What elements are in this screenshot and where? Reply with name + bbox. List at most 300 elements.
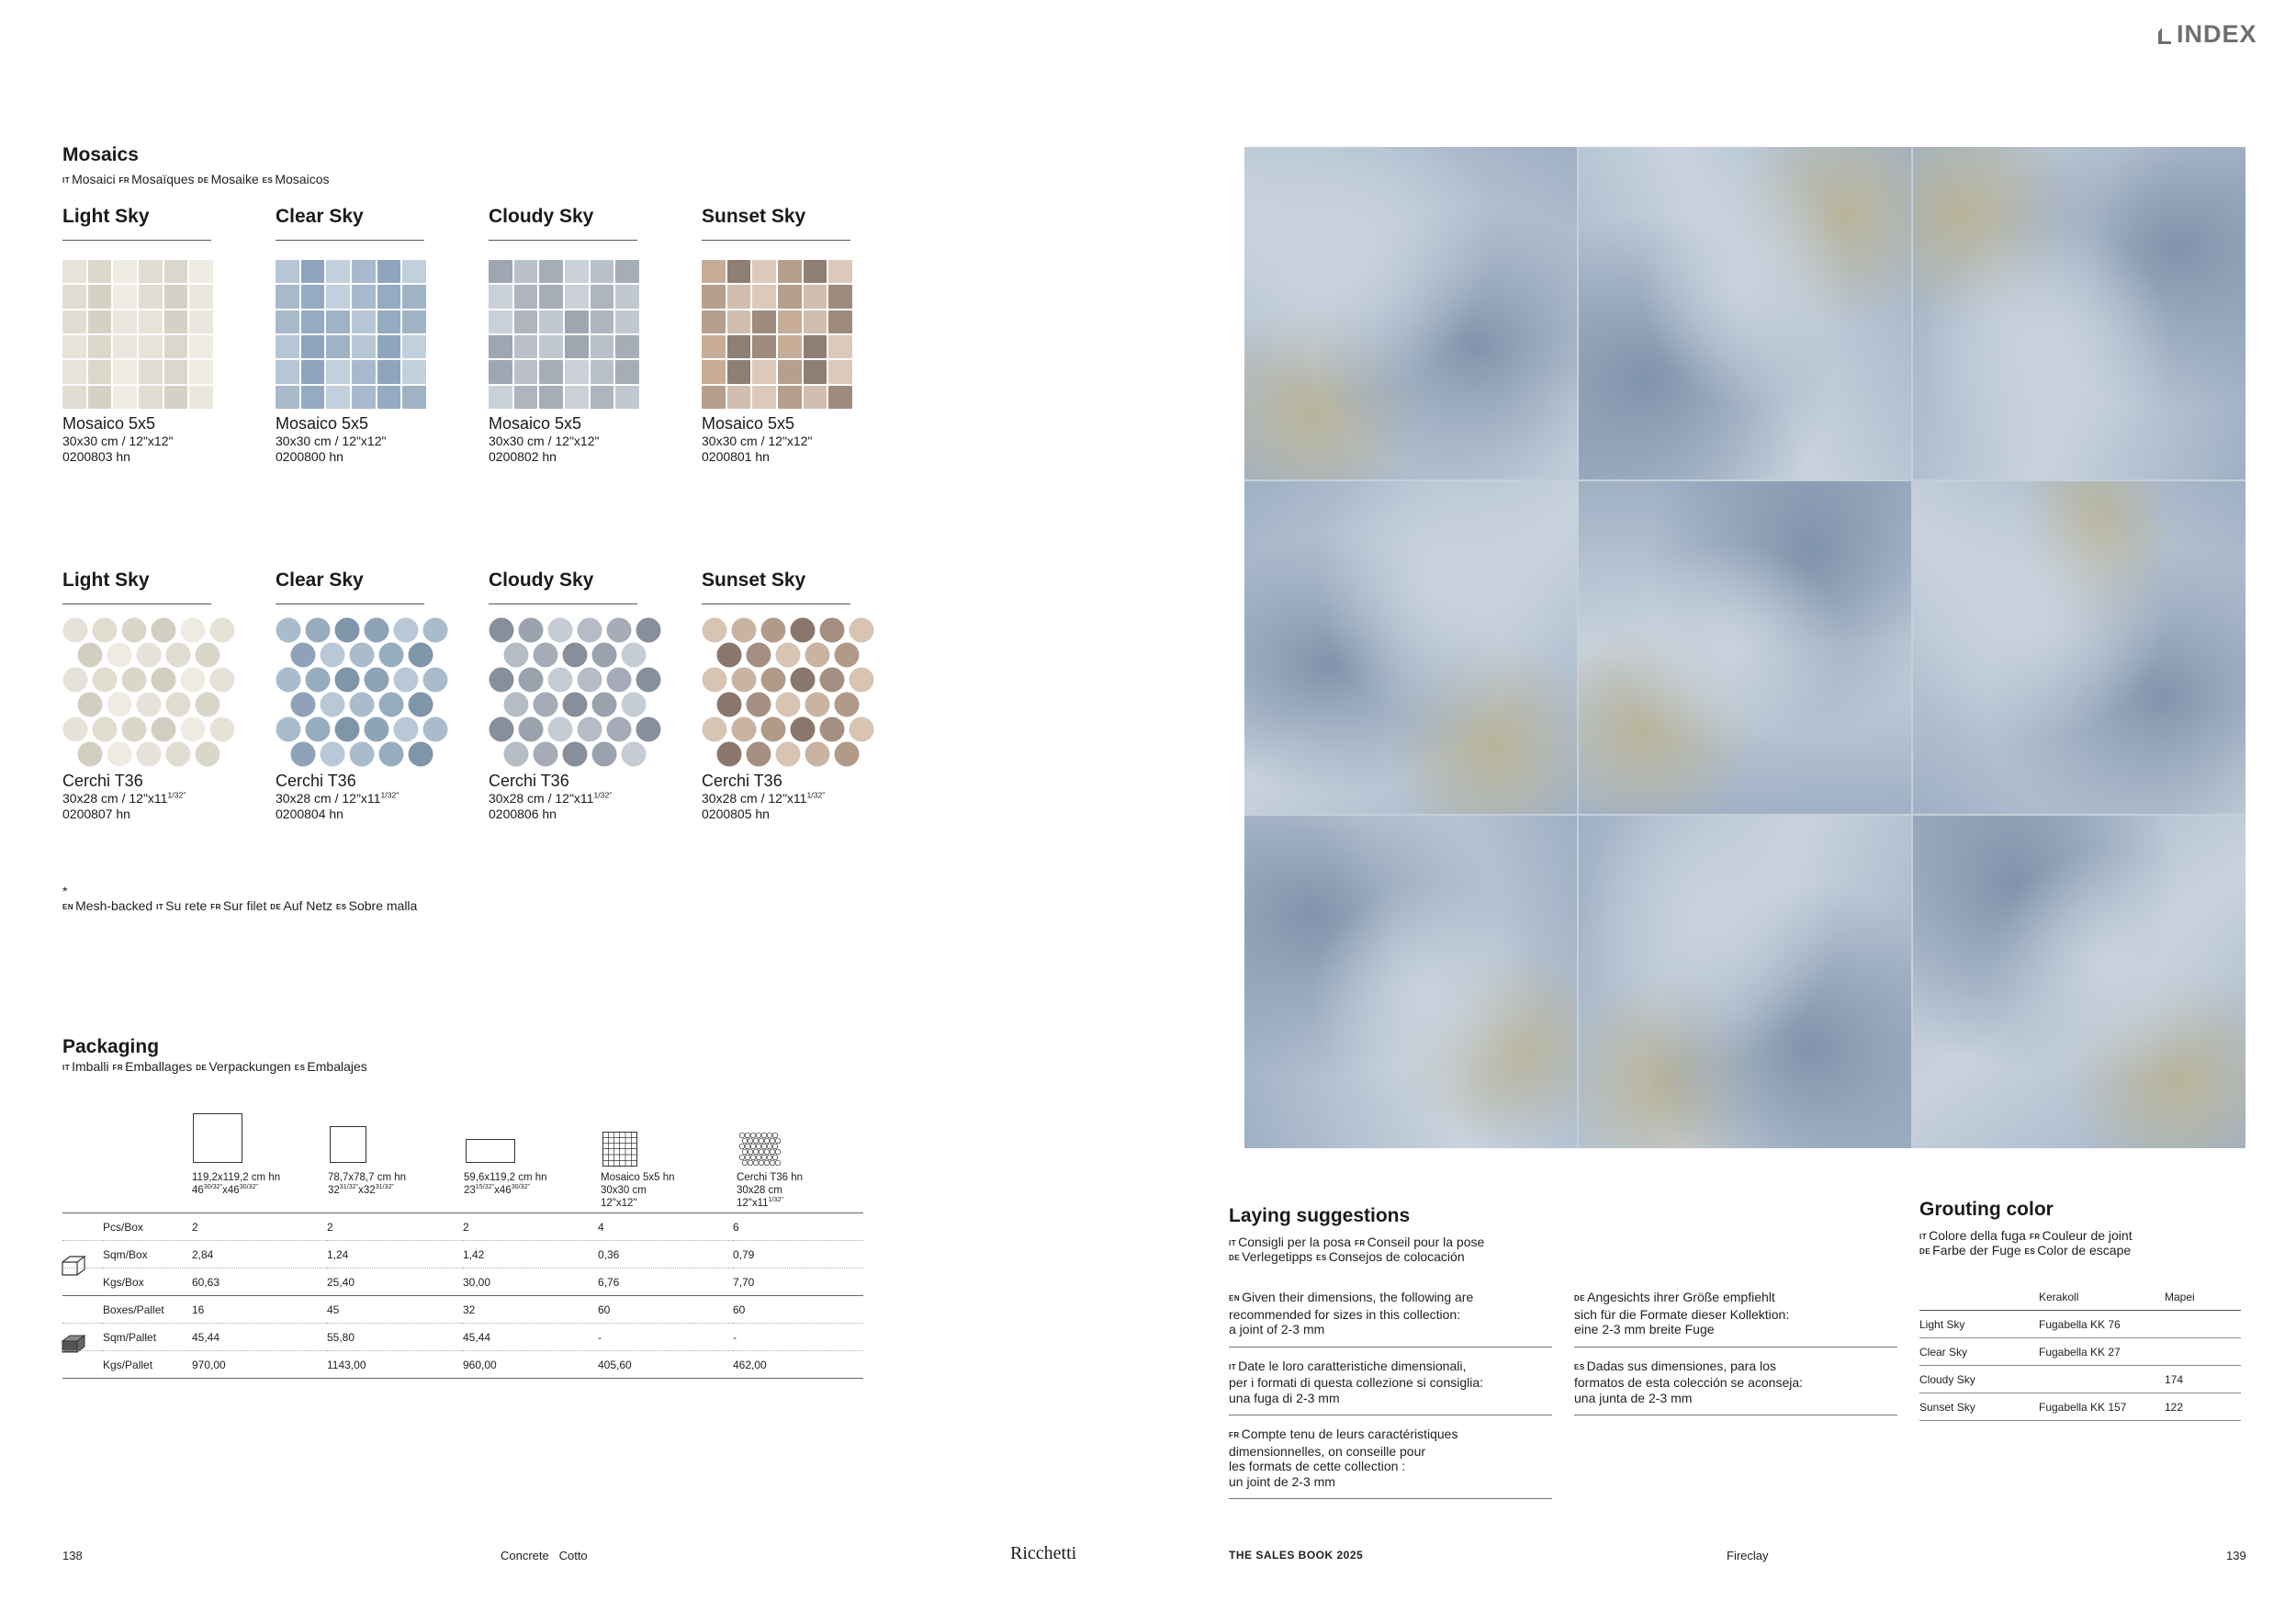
mosaic-chip (514, 285, 538, 308)
cerchi-icon-circle (750, 1155, 756, 1160)
laying-text: recommended for sizes in this collection: (1229, 1306, 1461, 1322)
mosaic-circle (210, 717, 235, 742)
mosaic-format-name: Mosaico 5x5 (276, 414, 369, 433)
mosaic-circle (622, 643, 647, 668)
row-value: 2 (463, 1213, 598, 1241)
round-mosaic-swatch (702, 617, 882, 768)
laying-block (1229, 1290, 1552, 1348)
tile-slab (1579, 147, 1911, 479)
row-value: 0,79 (733, 1241, 863, 1269)
mosaic-chip (326, 260, 350, 283)
cerchi-icon-circle (750, 1144, 756, 1149)
mosaic-chip (591, 310, 614, 333)
format-extra-main: 12"x12" (601, 1198, 637, 1209)
mosaic-chip (326, 335, 350, 358)
brand-logo: Ricchetti (1010, 1543, 1077, 1563)
mosaic-circle (210, 668, 235, 693)
tile-slab (1913, 147, 2245, 479)
mosaic-chip (752, 360, 776, 383)
format-inch-frac-a: 15/32" (475, 1183, 495, 1191)
mosaic-chip (539, 386, 563, 409)
mosaic-circle (78, 643, 103, 668)
column-header: Mapei (2165, 1283, 2241, 1311)
cerchi-icon-circle (764, 1149, 770, 1155)
mosaic-circle (196, 742, 220, 767)
mosaic-size (276, 791, 456, 806)
round-mosaic-card (62, 570, 242, 822)
row-label: Sqm/Pallet (103, 1324, 192, 1351)
laying-text: un joint de 2-3 mm (1229, 1473, 1335, 1489)
mosaic-chip (88, 335, 112, 358)
mosaic-chip (489, 310, 512, 333)
mosaic-size: 30x30 cm / 12"x12" (702, 434, 813, 448)
cerchi-icon-circle (742, 1160, 748, 1166)
mosaic-circle (791, 618, 816, 643)
mosaic-chip (804, 310, 827, 333)
format-icon-78x78 (330, 1126, 366, 1163)
cerchi-icon-circle (750, 1133, 756, 1138)
mosaic-chip (615, 335, 639, 358)
laying-column-right (1574, 1290, 1897, 1427)
cerchi-icon-circle (770, 1138, 775, 1144)
mosaic-circle (519, 618, 544, 643)
mosaic-chip (164, 386, 188, 409)
format-icon-59x119 (466, 1139, 515, 1163)
grout-kerakoll: Fugabella KK 76 (2039, 1311, 2165, 1338)
cerchi-icon-circle (770, 1149, 775, 1155)
language-code: EN (1229, 1294, 1241, 1303)
mosaic-code: 0200802 hn (489, 449, 557, 464)
mosaic-circle (394, 668, 419, 693)
mosaic-chip (352, 386, 376, 409)
square-mosaic-card (62, 206, 213, 465)
mosaic-chip (352, 285, 376, 308)
mosaic-circle (306, 618, 331, 643)
mosaic-size-main: 30x28 cm / 12"x11 (489, 791, 594, 806)
row-value: - (733, 1324, 863, 1351)
grouting-header: Grouting color IT Colore della fuga FR Couleur de joint DE Farbe der Fuge ES Color de escape (1919, 1199, 2133, 1257)
laying-block (1574, 1290, 1897, 1348)
laying-text: dimensionnelles, on conseille pour (1229, 1443, 1426, 1459)
index-link[interactable] (2156, 20, 2257, 49)
square-mosaic-card (489, 206, 639, 465)
laying-line (1574, 1322, 1897, 1337)
laying-line (1229, 1290, 1552, 1307)
mosaic-circle (137, 693, 162, 717)
tile-slab (1579, 481, 1911, 814)
mosaic-circle (835, 693, 860, 717)
format-icon-119x119 (193, 1113, 242, 1163)
mosaic-chip (804, 285, 827, 308)
cerchi-icon-circle (772, 1155, 778, 1160)
packaging-row (62, 1351, 863, 1379)
mosaics-title: Mosaics (62, 144, 139, 165)
mosaic-color-name: Light Sky (62, 206, 211, 241)
mosaic-circle (321, 643, 345, 668)
mosaic-color-name: Light Sky (62, 570, 211, 604)
mosaic-format-name: Mosaico 5x5 (489, 414, 582, 433)
mosaic-size-fraction: 1/32" (806, 790, 826, 800)
mosaic-circle (63, 668, 88, 693)
mosaic-circle (703, 668, 727, 693)
row-value: 55,80 (327, 1324, 463, 1351)
mosaic-chip (62, 386, 86, 409)
mosaic-circle (210, 618, 235, 643)
mosaic-chip (352, 260, 376, 283)
square-mosaic-card (276, 206, 426, 465)
mosaic-circle (196, 643, 220, 668)
laying-block (1229, 1359, 1552, 1416)
icon-cell (62, 1269, 103, 1296)
laying-line (1574, 1391, 1897, 1406)
mosaic-chip (565, 310, 589, 333)
mosaic-chip (139, 260, 163, 283)
cerchi-icon-circle (742, 1149, 748, 1155)
row-label: Pcs/Box (103, 1213, 192, 1241)
mosaic-circle (63, 717, 88, 742)
mosaic-chip (489, 386, 512, 409)
row-value: 960,00 (463, 1351, 598, 1379)
laying-block (1229, 1427, 1552, 1499)
mosaic-chip (164, 335, 188, 358)
mosaic-circle (563, 742, 588, 767)
mosaic-chip (164, 310, 188, 333)
mosaic-circle (107, 742, 132, 767)
row-value: 7,70 (733, 1269, 863, 1296)
mosaic-circle (791, 717, 816, 742)
mosaic-circle (592, 742, 617, 767)
mosaic-circle (423, 618, 448, 643)
mosaic-circle (850, 618, 874, 643)
laying-text: sich für die Formate dieser Kollektion: (1574, 1306, 1790, 1322)
mosaic-size-main: 30x28 cm / 12"x11 (276, 791, 381, 806)
mosaic-chip (752, 285, 776, 308)
mosaic-chip (804, 386, 827, 409)
mosaic-chip (565, 360, 589, 383)
mosaic-chip (62, 260, 86, 283)
mosaic-chip (778, 335, 802, 358)
mosaic-chip (565, 386, 589, 409)
grouting-table (1919, 1283, 2241, 1421)
cerchi-icon-circle (772, 1133, 778, 1138)
mosaic-format-name: Cerchi T36 (276, 772, 356, 790)
mosaic-circle (850, 668, 874, 693)
mosaic-chip (778, 260, 802, 283)
mosaic-circle (592, 643, 617, 668)
mosaic-circle (820, 717, 845, 742)
mosaic-circle (761, 717, 786, 742)
mosaic-chip (276, 335, 299, 358)
format-extra-frac: 1/32" (768, 1196, 783, 1204)
mosaic-chip (301, 285, 325, 308)
mosaic-circle (78, 693, 103, 717)
mosaic-circle (409, 643, 433, 668)
square-mosaic-card (702, 206, 852, 465)
mosaic-circle (137, 643, 162, 668)
icon-cell (62, 1241, 103, 1269)
mosaic-chip (377, 260, 401, 283)
cerchi-icon-circle (759, 1149, 764, 1155)
cerchi-icon-circle (756, 1155, 761, 1160)
language-code: IT (1229, 1362, 1237, 1371)
mosaic-circle (622, 693, 647, 717)
row-value: - (598, 1324, 733, 1351)
mosaic-chip (62, 310, 86, 333)
format-size-extra (737, 1197, 803, 1210)
mosaic-chip (402, 310, 426, 333)
mosaic-circle (423, 717, 448, 742)
mosaic-chip (88, 285, 112, 308)
laying-line (1229, 1459, 1552, 1474)
row-label: Kgs/Box (103, 1269, 192, 1296)
format-icon-cerchi (738, 1132, 781, 1171)
mosaic-circle (107, 643, 132, 668)
mosaic-chip (514, 335, 538, 358)
mosaic-chip (702, 310, 726, 333)
mosaic-circle (776, 742, 801, 767)
format-inch-a: 30x28 cm (737, 1185, 782, 1196)
mosaic-code: 0200805 hn (702, 806, 770, 821)
mosaic-circle (732, 717, 757, 742)
mosaic-circle (291, 693, 316, 717)
round-mosaic-card (489, 570, 669, 822)
mosaic-chip (828, 310, 852, 333)
mosaic-code: 0200803 hn (62, 449, 130, 464)
mosaic-chip (377, 386, 401, 409)
row-value: 60,63 (192, 1269, 327, 1296)
mosaic-size (489, 791, 669, 806)
mosaic-chip (62, 335, 86, 358)
cerchi-icon-circle (753, 1149, 759, 1155)
mosaic-chip (352, 360, 376, 383)
mosaic-circle (747, 693, 771, 717)
mosaic-circle (152, 668, 176, 693)
row-value: 2,84 (192, 1241, 327, 1269)
mosaic-circle (519, 668, 544, 693)
mosaic-chip (778, 386, 802, 409)
cerchi-icon-circle (759, 1138, 764, 1144)
mosaic-size-main: 30x28 cm / 12"x11 (62, 791, 168, 806)
laying-text: Given their dimensions, the following are (1242, 1290, 1474, 1304)
mosaic-chip (164, 285, 188, 308)
grouting-row (1919, 1366, 2241, 1393)
mosaic-circle (534, 643, 558, 668)
mosaic-circle (78, 742, 103, 767)
mosaic-chip (352, 335, 376, 358)
cerchi-icon-circle (767, 1133, 772, 1138)
mosaic-circle (747, 643, 771, 668)
mosaic-chip (377, 285, 401, 308)
mosaic-chip (139, 335, 163, 358)
mosaic-circle (181, 668, 206, 693)
mosaic-format-name: Cerchi T36 (702, 772, 782, 790)
mesh-note: * EN Mesh-backed IT Su rete FR Sur filet DE Auf Netz ES Sobre malla (62, 884, 418, 913)
mosaic-circle (490, 668, 514, 693)
footer-product-right: Fireclay (1727, 1549, 1769, 1562)
cerchi-icon-circle (770, 1160, 775, 1166)
row-label: Kgs/Pallet (103, 1351, 192, 1379)
mosaic-circle (93, 618, 118, 643)
language-code: FR (1229, 1431, 1240, 1439)
mosaic-chip (539, 335, 563, 358)
column-header: Kerakoll (2039, 1283, 2165, 1311)
cerchi-icon-circle (756, 1133, 761, 1138)
tile-slab (1579, 816, 1911, 1148)
laying-line (1229, 1359, 1552, 1376)
mosaic-chip (377, 360, 401, 383)
laying-text: a joint of 2-3 mm (1229, 1322, 1325, 1336)
mosaic-size-main: 30x28 cm / 12"x11 (702, 791, 807, 806)
format-size: 59,6x119,2 cm hn (464, 1172, 547, 1183)
mosaic-chip (828, 386, 852, 409)
row-value: 970,00 (192, 1351, 327, 1379)
tile-slab (1913, 816, 2245, 1148)
mosaic-size-fraction: 1/32" (167, 790, 186, 800)
mosaic-circle (321, 742, 345, 767)
mosaic-circle (196, 693, 220, 717)
cerchi-icon-circle (745, 1144, 750, 1149)
note-mark: * (62, 884, 68, 898)
square-mosaic-swatch (702, 260, 852, 409)
format-header (601, 1171, 675, 1210)
mosaic-chip (139, 310, 163, 333)
format-size-inches (464, 1184, 547, 1197)
mosaic-circle (805, 742, 830, 767)
laying-line (1229, 1375, 1552, 1391)
mosaic-circle (63, 618, 88, 643)
cerchi-icon-circle (739, 1133, 745, 1138)
cerchi-icon-circle (753, 1160, 759, 1166)
mosaic-circle (276, 717, 301, 742)
laying-line (1229, 1391, 1552, 1406)
mosaic-circle (805, 643, 830, 668)
mosaic-circle (379, 742, 404, 767)
cerchi-icon-circle (742, 1138, 748, 1144)
mosaic-chip (326, 360, 350, 383)
tile-slab (1244, 481, 1577, 814)
mosaic-chip (539, 310, 563, 333)
round-mosaic-card (276, 570, 456, 822)
mosaic-circle (548, 717, 573, 742)
mosaic-chip (113, 335, 137, 358)
row-value: 1,42 (463, 1241, 598, 1269)
cerchi-icon-circle (761, 1144, 767, 1149)
mosaic-color-name: Cloudy Sky (489, 206, 637, 241)
mosaic-circle (107, 693, 132, 717)
mosaic-chip (301, 260, 325, 283)
mosaic-chip (301, 386, 325, 409)
row-value: 2 (192, 1213, 327, 1241)
cerchi-icon-circle (761, 1155, 767, 1160)
cerchi-icon-circle (764, 1160, 770, 1166)
grout-kerakoll: Fugabella KK 157 (2039, 1393, 2165, 1421)
mosaic-chip (276, 386, 299, 409)
mosaic-circle (548, 668, 573, 693)
mosaic-color-name: Sunset Sky (702, 206, 850, 241)
cerchi-icon-circle (756, 1144, 761, 1149)
mosaic-circle (276, 618, 301, 643)
grouting-row (1919, 1338, 2241, 1366)
row-value: 4 (598, 1213, 733, 1241)
laying-text: les formats de cette collection : (1229, 1459, 1406, 1473)
mosaic-chip (727, 360, 751, 383)
mosaic-chip (276, 360, 299, 383)
laying-line (1229, 1427, 1552, 1444)
mosaic-circle (732, 618, 757, 643)
laying-line (1574, 1375, 1897, 1391)
format-inch-frac-a: 31/32" (339, 1183, 359, 1191)
laying-line (1229, 1444, 1552, 1460)
mosaic-chip (591, 386, 614, 409)
index-arrow-icon (2156, 24, 2173, 46)
cerchi-icon-circle (748, 1149, 753, 1155)
laying-text: una junta de 2-3 mm (1574, 1390, 1693, 1405)
laying-text: formatos de esta colección se aconseja: (1574, 1375, 1804, 1390)
mosaic-chip (752, 335, 776, 358)
format-size-extra (601, 1197, 675, 1210)
footer-book-title: THE SALES BOOK 2025 (1229, 1549, 1364, 1562)
row-value: 405,60 (598, 1351, 733, 1379)
mosaic-chip (752, 310, 776, 333)
mosaic-chip (702, 360, 726, 383)
mosaic-chip (828, 285, 852, 308)
row-value: 60 (733, 1296, 863, 1324)
tile-slab (1244, 147, 1577, 479)
cerchi-icon-circle (764, 1138, 770, 1144)
mosaic-chip (62, 360, 86, 383)
mosaic-circle (622, 742, 647, 767)
mosaic-format-name: Mosaico 5x5 (62, 414, 156, 433)
grout-kerakoll (2039, 1366, 2165, 1393)
grout-color-name: Cloudy Sky (1919, 1366, 2039, 1393)
mosaic-chip (113, 310, 137, 333)
mosaic-circle (181, 717, 206, 742)
mosaic-circle (607, 618, 632, 643)
mosaic-circle (820, 618, 845, 643)
blank-cell (1919, 1283, 2039, 1311)
mosaic-code: 0200800 hn (276, 449, 343, 464)
format-inch-frac-a: 30/32" (203, 1183, 223, 1191)
mosaic-chip (702, 386, 726, 409)
mosaic-circle (563, 693, 588, 717)
mosaic-chip (276, 285, 299, 308)
square-mosaic-swatch (276, 260, 426, 409)
mosaic-circle (276, 668, 301, 693)
icon-cell (62, 1351, 103, 1379)
grouting-title: Grouting color (1919, 1199, 2054, 1220)
mosaic-chip (514, 260, 538, 283)
format-inch-frac-b: 30/32" (511, 1183, 531, 1191)
icon-cell (62, 1213, 103, 1241)
mosaic-chip (189, 335, 213, 358)
mosaic-chip (402, 285, 426, 308)
mosaic-chip (565, 335, 589, 358)
format-inch-b: x46 (222, 1185, 240, 1196)
mosaic-circle (636, 668, 661, 693)
grout-color-name: Sunset Sky (1919, 1393, 2039, 1421)
mosaic-chip (727, 285, 751, 308)
mosaic-code: 0200807 hn (62, 806, 130, 821)
mosaic-circle (365, 668, 389, 693)
mosaic-circle (350, 742, 375, 767)
mosaic-chip (377, 335, 401, 358)
mosaic-circle (137, 742, 162, 767)
mosaic-chip (591, 335, 614, 358)
square-mosaic-swatch (62, 260, 213, 409)
mosaic-chip (139, 360, 163, 383)
icon-cell (62, 1296, 103, 1324)
format-extra-main: 12"x11 (737, 1198, 769, 1209)
